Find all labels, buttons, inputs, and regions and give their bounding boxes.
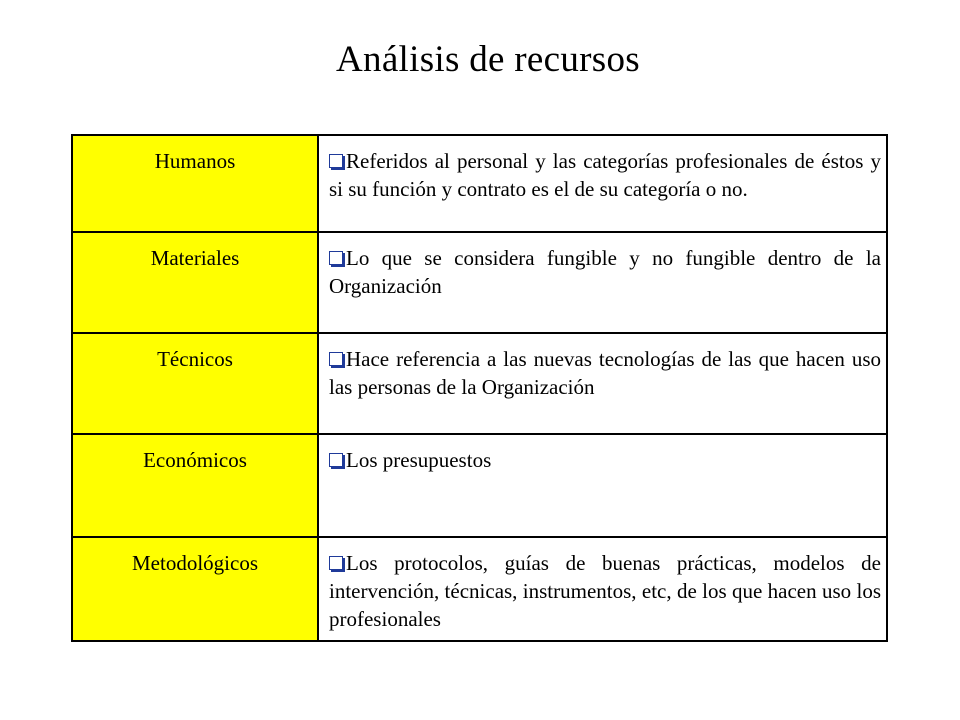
description-text: Lo que se considera fungible y no fungible dentro de la Organización — [329, 246, 881, 298]
square-bullet-icon — [329, 453, 343, 467]
table-row — [72, 232, 887, 333]
description-text: Hace referencia a las nuevas tecnologías de las que hacen uso las personas de la Organización — [329, 347, 881, 399]
square-bullet-icon — [329, 251, 343, 265]
description-cell — [318, 333, 887, 434]
table-row — [72, 537, 887, 641]
category-cell: Económicos — [72, 434, 318, 537]
square-bullet-icon — [329, 556, 343, 570]
page-title: Análisis de recursos — [336, 39, 640, 80]
table-row — [72, 135, 887, 232]
category-cell: Técnicos — [72, 333, 318, 434]
description-cell — [318, 232, 887, 333]
description-text: Los protocolos, guías de buenas prácticas, modelos de intervención, técnicas, instrumentos, etc, de los que hacen uso los profesionales — [329, 551, 881, 631]
description-cell — [318, 537, 887, 641]
category-cell: Materiales — [72, 232, 318, 333]
square-bullet-icon — [329, 352, 343, 366]
table-row — [72, 434, 887, 537]
table-row — [72, 333, 887, 434]
category-cell: Humanos — [72, 135, 318, 232]
resources-table — [71, 134, 888, 642]
description-text: Referidos al personal y las categorías profesionales de éstos y si su función y contrato es el de su categoría o no. — [329, 149, 881, 201]
description-text: Los presupuestos — [346, 448, 492, 472]
category-cell: Metodológicos — [72, 537, 318, 641]
description-cell — [318, 135, 887, 232]
description-cell — [318, 434, 887, 537]
square-bullet-icon — [329, 154, 343, 168]
